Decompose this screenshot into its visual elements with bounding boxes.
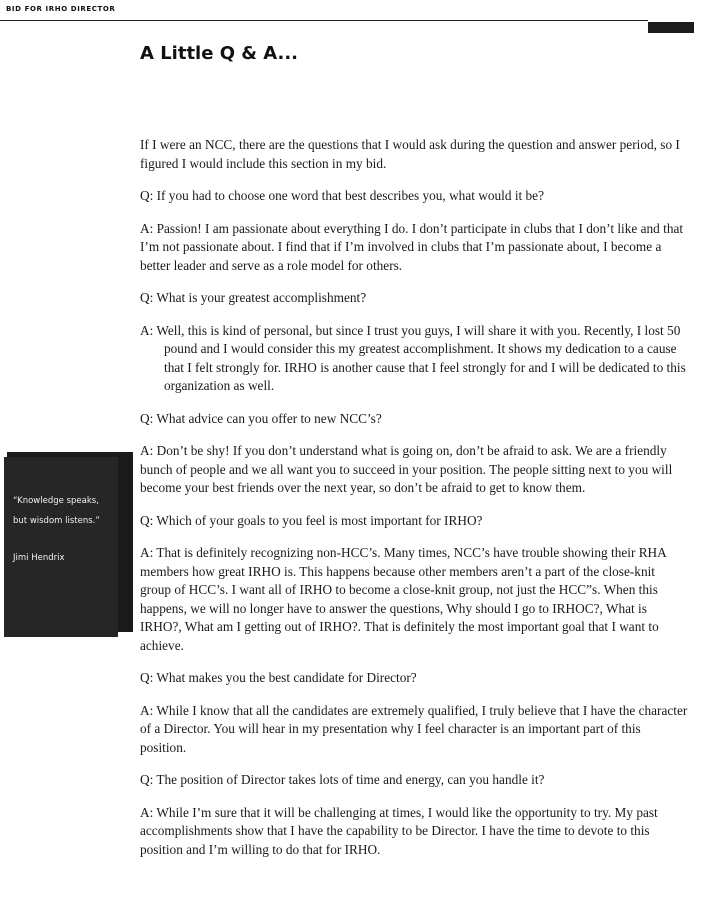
- question: Q: What advice can you offer to new NCC’s?: [140, 410, 382, 426]
- question: Q: Which of your goals to you feel is most important for IRHO?: [140, 512, 483, 528]
- answer: A: While I’m sure that it will be challenging at times, I would like the opportunity to try. My past accomplishments show that I have the capability to be Director. I have the time to devote to this position and I’m willing to do that for IRHO.: [140, 804, 658, 857]
- answer: A: That is definitely recognizing non-HCC’s. Many times, NCC’s have trouble showing their RHA members how great IRHO is. This happens because other members aren’t a part of the close-knit group of HCC’s. I want all of IRHO to become a close-knit group, not just the HCC”s. When this happens, we will no longer have to answer the questions, Why should I go to IRHOC?, What is IRHO?, What am I getting out of IRHO?. That is definitely the most important goal that I want to achieve.: [140, 545, 667, 653]
- answer: A: Well, this is kind of personal, but since I trust you guys, I will share it with you. Recently, I lost 50 pound and I would consider this my greatest accomplishment. It shows my dedication to a cause that I felt strongly for. IRHO is another cause that I feel strongly for and I will be dedicated to this organization as well.: [140, 322, 686, 393]
- quote-author: Jimi Hendrix: [13, 553, 65, 563]
- quote-line: “Knowledge speaks,: [13, 496, 99, 506]
- header-label: BID FOR IRHO DIRECTOR: [6, 5, 116, 13]
- page-title: A Little Q & A...: [140, 43, 299, 64]
- quote-line: but wisdom listens.”: [13, 516, 100, 526]
- question: Q: What is your greatest accomplishment?: [140, 290, 367, 305]
- header-rule: [0, 20, 648, 21]
- sidebar-quote-box: [4, 457, 118, 637]
- question: Q: The position of Director takes lots of time and energy, can you handle it?: [140, 772, 545, 787]
- answer: A: While I know that all the candidates are extremely qualified, I truly believe that I have the character of a Director. You will hear in my presentation why I feel character is an important part of this position.: [140, 702, 688, 755]
- header-tab: [648, 22, 694, 33]
- body-text: [140, 136, 688, 873]
- answer: A: Don’t be shy! If you don’t understand what is going on, don’t be afraid to ask. We are a friendly bunch of people and we all want you to succeed in your position. The people sitting next to you will become your best friends over the next year, so don’t be afraid to get to know them.: [140, 443, 673, 495]
- intro-paragraph: If I were an NCC, there are the questions that I would ask during the question and answer period, so I figured I would include this section in my bid.: [140, 137, 680, 171]
- sidebar-quote: [13, 491, 123, 531]
- answer: A: Passion! I am passionate about everything I do. I don’t participate in clubs that I don’t like and that I’m not passionate about. I find that if I’m involved in clubs that I’m passionate about, I become a better leader and serve as a role model for others.: [140, 220, 684, 273]
- question: Q: What makes you the best candidate for Director?: [140, 670, 417, 685]
- question: Q: If you had to choose one word that best describes you, what would it be?: [140, 188, 544, 203]
